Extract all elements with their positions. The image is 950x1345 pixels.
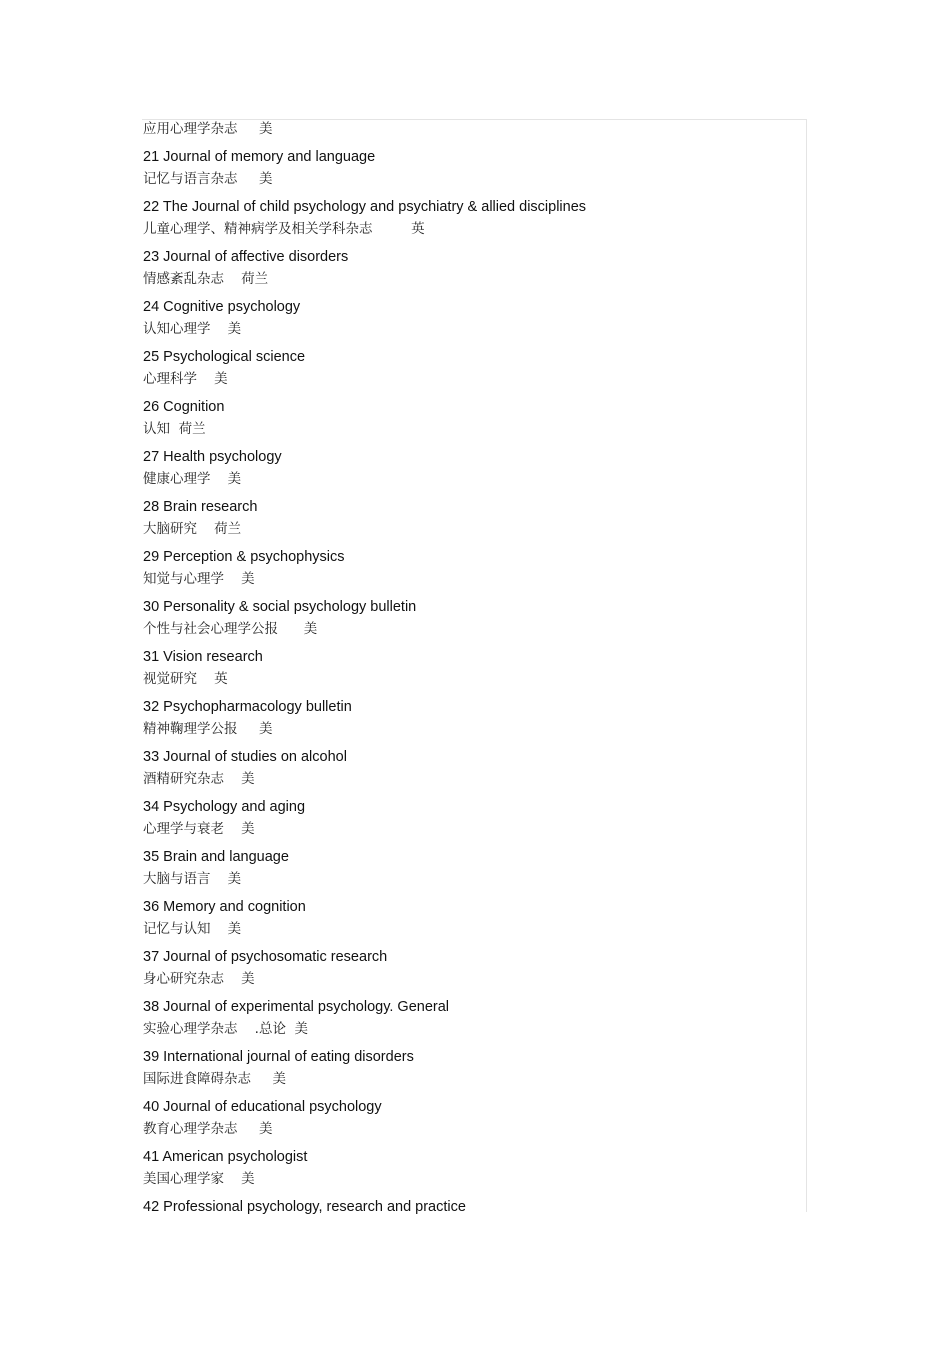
journal-title-cn: 知觉与心理学 美 [143, 571, 255, 587]
journal-entry [143, 846, 803, 890]
journal-title-en: 27 Health psychology [143, 449, 282, 465]
journal-title-en: 26 Cognition [143, 399, 225, 415]
journal-entry [143, 696, 803, 740]
journal-title-cn: 精神鞠理学公报 美 [143, 721, 273, 737]
journal-title-cn: 酒精研究杂志 美 [143, 771, 255, 787]
journal-entry [143, 896, 803, 940]
journal-entry [143, 146, 803, 190]
journal-title-cn: 认知心理学 美 [143, 321, 242, 337]
journal-entry-partial [143, 1196, 803, 1218]
journal-title-en: 39 International journal of eating disorders [143, 1049, 414, 1065]
journal-entry [143, 746, 803, 790]
journal-title-cn: 情感紊乱杂志 荷兰 [143, 271, 269, 287]
journal-title-en: 34 Psychology and aging [143, 799, 306, 815]
journal-entry [143, 396, 803, 440]
journal-title-en: 36 Memory and cognition [143, 899, 306, 915]
journal-entry [143, 1046, 803, 1090]
journal-title-en: 29 Perception & psychophysics [143, 549, 345, 565]
journal-title-en: 30 Personality & social psychology bulletin [143, 599, 417, 615]
journal-entry [143, 546, 803, 590]
journal-entry [143, 446, 803, 490]
journal-title-cn: 记忆与认知 美 [143, 921, 242, 937]
journal-title-cn: 美国心理学家 美 [143, 1171, 255, 1187]
frame-right-border [806, 119, 807, 1212]
journal-entry [143, 646, 803, 690]
journal-entry [143, 1096, 803, 1140]
journal-title-cn: 国际进食障碍杂志 美 [143, 1071, 286, 1087]
journal-title-cn: 实验心理学杂志 .总论 美 [143, 1021, 309, 1037]
journal-title-cn: 心理科学 美 [143, 371, 228, 387]
journal-entry [143, 596, 803, 640]
journal-entry [143, 496, 803, 540]
journal-title-en: 31 Vision research [143, 649, 263, 665]
journal-title-cn: 身心研究杂志 美 [143, 971, 255, 987]
journal-title-en: 23 Journal of affective disorders [143, 249, 349, 265]
journal-entry [143, 1146, 803, 1190]
journal-title-cn: 视觉研究 英 [143, 671, 228, 687]
journal-entry [143, 196, 803, 240]
journal-title-en: 25 Psychological science [143, 349, 306, 365]
journal-title-en: 38 Journal of experimental psychology. General [143, 999, 450, 1015]
journal-title-cn: 个性与社会心理学公报 美 [143, 621, 318, 637]
journal-entry [143, 796, 803, 840]
first-line-chinese: 应用心理学杂志 美 [143, 121, 273, 137]
journal-title-en: 33 Journal of studies on alcohol [143, 749, 347, 765]
journal-title-cn: 儿童心理学、精神病学及相关学科杂志 英 [143, 221, 425, 237]
journal-title-en: 41 American psychologist [143, 1149, 308, 1165]
journal-title-en: 28 Brain research [143, 499, 258, 515]
journal-entry [143, 296, 803, 340]
journal-entry [143, 346, 803, 390]
journal-title-en: 42 Professional psychology, research and practice [143, 1199, 466, 1215]
journal-title-en: 21 Journal of memory and language [143, 149, 376, 165]
journal-title-en: 35 Brain and language [143, 849, 289, 865]
journal-entry [143, 996, 803, 1040]
journal-title-en: 22 The Journal of child psychology and psychiatry & allied disciplines [143, 199, 587, 215]
journal-entry [143, 246, 803, 290]
journal-title-cn: 记忆与语言杂志 美 [143, 171, 273, 187]
journal-title-cn: 教育心理学杂志 美 [143, 1121, 273, 1137]
journal-title-en: 24 Cognitive psychology [143, 299, 301, 315]
journal-title-en: 40 Journal of educational psychology [143, 1099, 382, 1115]
journal-title-cn: 认知 荷兰 [143, 421, 206, 437]
journal-list [143, 118, 803, 1218]
journal-title-cn: 大脑与语言 美 [143, 871, 242, 887]
journal-title-cn: 心理学与衰老 美 [143, 821, 255, 837]
journal-title-cn: 大脑研究 荷兰 [143, 521, 242, 537]
journal-entry [143, 946, 803, 990]
journal-title-cn: 健康心理学 美 [143, 471, 242, 487]
journal-title-en: 32 Psychopharmacology bulletin [143, 699, 352, 715]
journal-title-en: 37 Journal of psychosomatic research [143, 949, 388, 965]
